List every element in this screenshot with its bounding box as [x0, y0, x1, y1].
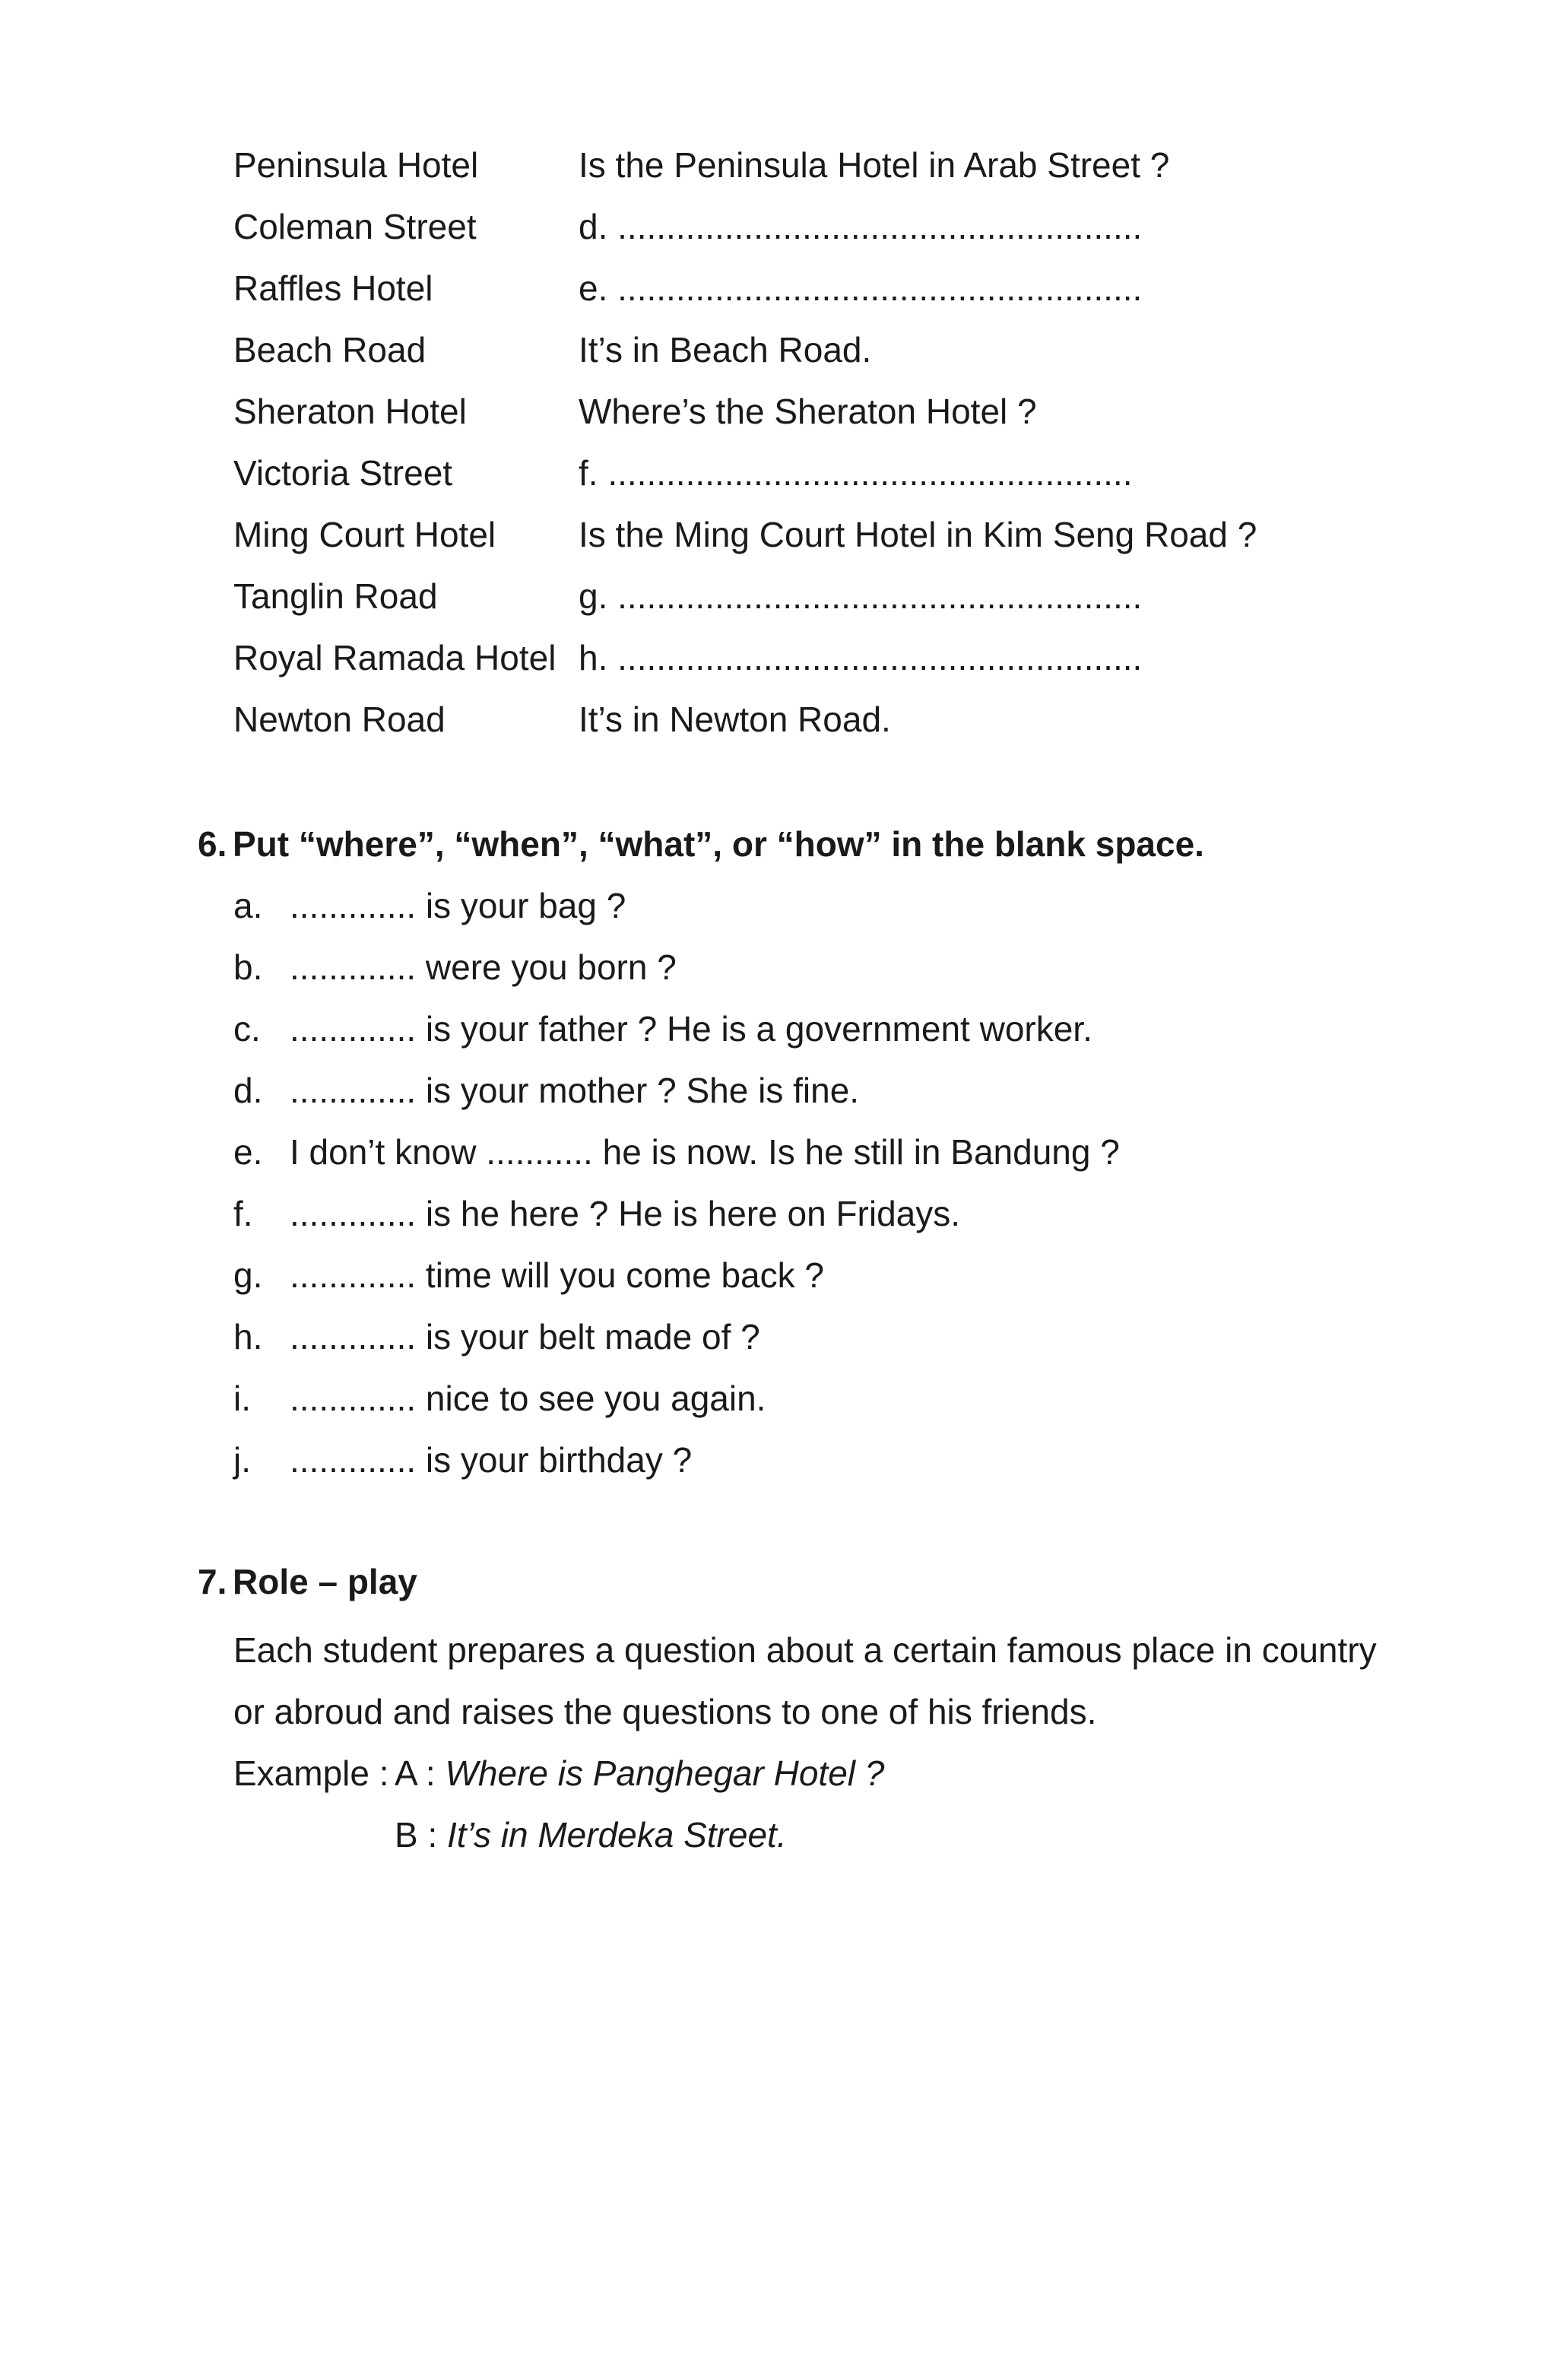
section-number: 7.	[198, 1562, 227, 1601]
speaker-a: A :	[395, 1753, 446, 1793]
place-name: Newton Road	[233, 699, 446, 739]
question-answer: h. ......................................................	[579, 637, 1143, 678]
item-letter: f.	[233, 1193, 253, 1233]
instruction-line: or abroud and raises the questions to one of his friends.	[233, 1692, 1097, 1731]
item-text: I don’t know ........... he is now. Is he still in Bandung ?	[290, 1131, 1120, 1172]
item-text: ............. is your birthday ?	[290, 1439, 693, 1480]
place-question-table	[233, 134, 1257, 750]
item-text: ............. is your bag ?	[290, 885, 626, 925]
question-answer: g. ......................................................	[579, 576, 1143, 616]
role-play-example	[233, 1743, 884, 1866]
section-6-heading	[198, 821, 1204, 867]
example-line-b	[233, 1804, 884, 1866]
table-row	[233, 503, 1257, 565]
question-answer: Where’s the Sheraton Hotel ?	[579, 391, 1037, 431]
table-row	[233, 319, 1257, 380]
item-text: ............. were you born ?	[290, 947, 677, 987]
question-answer: Is the Peninsula Hotel in Arab Street ?	[579, 144, 1170, 185]
item-text: ............. is your belt made of ?	[290, 1316, 760, 1357]
place-name: Peninsula Hotel	[233, 144, 479, 185]
section-7-heading	[198, 1559, 417, 1604]
role-play-instructions	[233, 1620, 1450, 1743]
item-text: ............. is your mother ? She is fine.	[290, 1070, 860, 1110]
section-title: Role – play	[233, 1562, 417, 1601]
list-item	[233, 1306, 1120, 1367]
place-name: Royal Ramada Hotel	[233, 637, 557, 678]
table-row	[233, 380, 1257, 442]
table-row	[233, 257, 1257, 319]
list-item	[233, 1182, 1120, 1244]
list-item	[233, 1429, 1120, 1490]
section-number: 6.	[198, 824, 227, 864]
question-answer: It’s in Newton Road.	[579, 699, 891, 739]
example-line-a	[233, 1743, 884, 1804]
speaker-a-text: Where is Panghegar Hotel ?	[445, 1753, 885, 1793]
item-letter: j.	[233, 1439, 251, 1480]
place-name: Sheraton Hotel	[233, 391, 467, 431]
question-answer: d. ......................................................	[579, 206, 1143, 246]
speaker-b-text: It’s in Merdeka Street.	[447, 1815, 787, 1855]
item-letter: a.	[233, 885, 263, 925]
list-item	[233, 936, 1120, 998]
place-name: Victoria Street	[233, 452, 453, 493]
place-name: Beach Road	[233, 329, 427, 370]
table-row	[233, 627, 1257, 688]
item-letter: g.	[233, 1255, 263, 1295]
table-row	[233, 565, 1257, 627]
question-answer: e. ......................................................	[579, 268, 1143, 308]
section-title: Put “where”, “when”, “what”, or “how” in the blank space.	[233, 824, 1204, 864]
speaker-b: B :	[395, 1815, 448, 1855]
place-name: Tanglin Road	[233, 576, 438, 616]
table-row	[233, 195, 1257, 257]
instruction-line: Each student prepares a question about a certain famous place in country	[233, 1630, 1377, 1670]
list-item	[233, 998, 1120, 1059]
item-text: ............. time will you come back ?	[290, 1255, 825, 1295]
example-label: Example :	[233, 1753, 389, 1793]
item-text: ............. nice to see you again.	[290, 1378, 766, 1418]
item-letter: b.	[233, 947, 263, 987]
item-text: ............. is your father ? He is a government worker.	[290, 1008, 1092, 1049]
item-letter: c.	[233, 1008, 261, 1049]
item-letter: d.	[233, 1070, 263, 1110]
table-row	[233, 688, 1257, 750]
question-answer: It’s in Beach Road.	[579, 329, 872, 370]
place-name: Coleman Street	[233, 206, 477, 246]
item-letter: i.	[233, 1378, 251, 1418]
list-item	[233, 1121, 1120, 1182]
list-item	[233, 1059, 1120, 1121]
item-letter: h.	[233, 1316, 263, 1357]
question-answer: Is the Ming Court Hotel in Kim Seng Road ?	[579, 514, 1257, 554]
table-row	[233, 442, 1257, 503]
list-item	[233, 874, 1120, 936]
list-item	[233, 1367, 1120, 1429]
place-name: Raffles Hotel	[233, 268, 433, 308]
item-text: ............. is he here ? He is here on Fridays.	[290, 1193, 961, 1233]
table-row	[233, 134, 1257, 195]
item-letter: e.	[233, 1131, 263, 1172]
question-answer: f. ......................................................	[579, 452, 1133, 493]
fill-in-list	[233, 874, 1120, 1490]
place-name: Ming Court Hotel	[233, 514, 496, 554]
list-item	[233, 1244, 1120, 1306]
